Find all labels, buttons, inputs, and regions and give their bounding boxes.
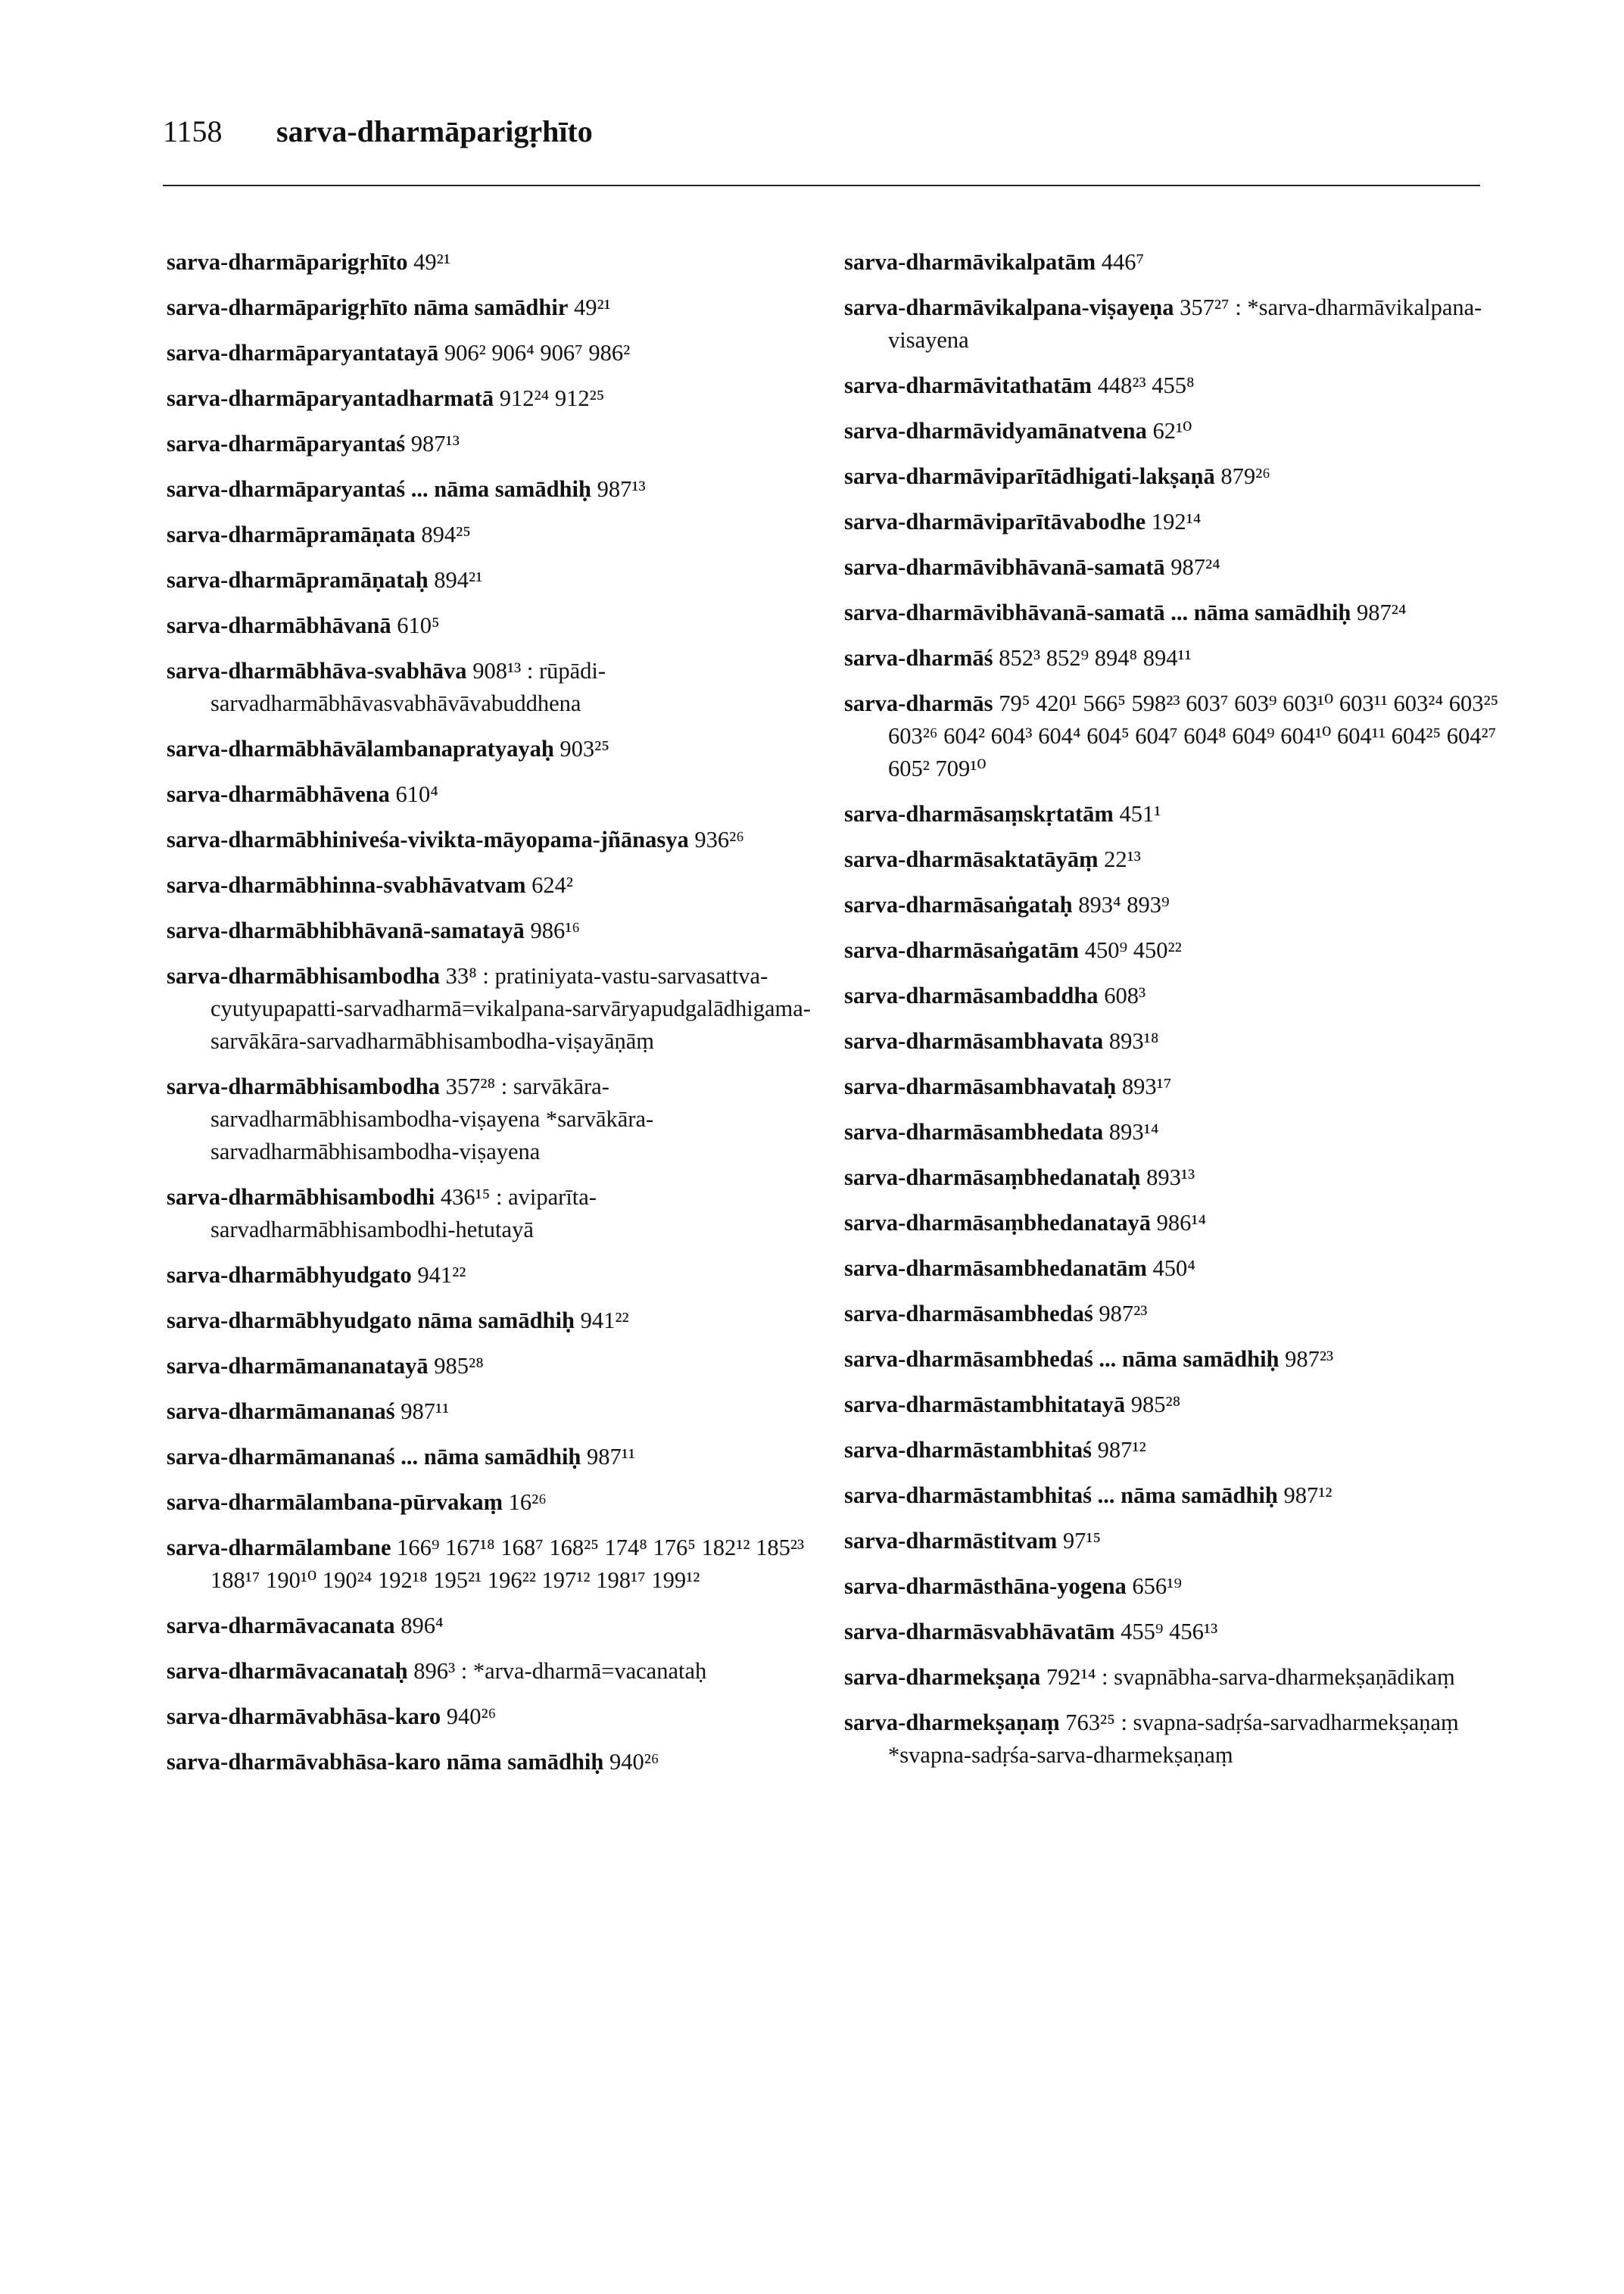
index-entry xyxy=(844,980,1510,1012)
index-entry xyxy=(167,1532,833,1597)
index-entry xyxy=(167,960,833,1058)
entry-refs: 192¹⁴ xyxy=(1151,509,1202,535)
index-entry xyxy=(167,1486,833,1519)
index-entry xyxy=(167,778,833,811)
index-entry xyxy=(844,1479,1510,1512)
entry-headword: sarva-dharmāsambaddha xyxy=(844,983,1099,1008)
index-entry xyxy=(844,1570,1510,1603)
index-entry xyxy=(167,1746,833,1778)
entry-refs: 448²³ 455⁸ xyxy=(1097,372,1195,398)
entry-headword: sarva-dharmāstambhitaś ... nāma samādhiḥ xyxy=(844,1482,1278,1508)
index-entry xyxy=(167,337,833,369)
entry-headword: sarva-dharmāsaṃbhedanataḥ xyxy=(844,1164,1141,1190)
entry-headword: sarva-dharmāstambhitaś xyxy=(844,1437,1093,1463)
index-entry xyxy=(167,915,833,947)
entry-headword: sarva-dharmekṣaṇa xyxy=(844,1664,1041,1690)
entry-headword: sarva-dharmābhyudgato nāma samādhiḥ xyxy=(167,1308,575,1333)
entry-headword: sarva-dharmekṣaṇaṃ xyxy=(844,1710,1060,1735)
index-entry xyxy=(167,1071,833,1168)
entry-refs: 987¹² xyxy=(1283,1482,1333,1508)
entry-headword: sarva-dharmābhisambodhi xyxy=(167,1184,435,1210)
right-column xyxy=(844,246,1510,1784)
entry-headword: sarva-dharmālambana-pūrvakaṃ xyxy=(167,1489,503,1515)
entry-refs: 987²⁴ xyxy=(1357,600,1407,625)
index-entry xyxy=(167,246,833,279)
entry-refs: 906² 906⁴ 906⁷ 986² xyxy=(444,340,631,366)
index-entry xyxy=(844,1434,1510,1466)
entry-refs: 22¹³ xyxy=(1104,846,1141,872)
entry-refs: 908¹³ xyxy=(472,658,522,684)
entry-refs: 450⁹ 450²² xyxy=(1084,937,1182,963)
entry-refs: 357²⁷ xyxy=(1180,295,1230,320)
index-entry xyxy=(844,1706,1510,1772)
entry-headword: sarva-dharmāsaṅgatām xyxy=(844,937,1080,963)
entry-refs: 610⁴ xyxy=(395,781,438,807)
entry-headword: sarva-dharmālambane xyxy=(167,1535,391,1560)
entry-headword: sarva-dharmāpramāṇata xyxy=(167,522,416,547)
entry-headword: sarva-dharmābhisambodha xyxy=(167,1074,440,1099)
entry-headword: sarva-dharmāparyantaś xyxy=(167,431,406,457)
index-entry xyxy=(844,1343,1510,1376)
entry-refs: 986¹⁶ xyxy=(530,918,580,943)
entry-headword: sarva-dharmāsaṃbhedanatayā xyxy=(844,1210,1152,1236)
entry-headword: sarva-dharmābhyudgato xyxy=(167,1262,412,1288)
entry-refs: 936²⁶ xyxy=(694,827,744,852)
index-entry xyxy=(844,1252,1510,1285)
entry-refs: 987¹¹ xyxy=(401,1398,450,1424)
entry-headword: sarva-dharmābhisambodha xyxy=(167,963,440,989)
entry-headword: sarva-dharmāvabhāsa-karo xyxy=(167,1703,441,1729)
entry-refs: 763²⁵ xyxy=(1065,1710,1115,1735)
entry-headword: sarva-dharmāsambhedaś ... nāma samādhiḥ xyxy=(844,1346,1280,1372)
entry-headword: sarva-dharmāmananaś ... nāma samādhiḥ xyxy=(167,1444,581,1470)
entry-refs: 985²⁸ xyxy=(434,1353,484,1379)
entry-refs: 987²³ xyxy=(1285,1346,1334,1372)
index-entry xyxy=(167,1304,833,1337)
entry-refs: 792¹⁴ xyxy=(1046,1664,1096,1690)
entry-headword: sarva-dharmāsaktatāyāṃ xyxy=(844,846,1099,872)
entry-refs: 49²¹ xyxy=(413,249,450,275)
entry-headword: sarva-dharmābhāva-svabhāva xyxy=(167,658,467,684)
index-entry xyxy=(167,1181,833,1246)
entry-headword: sarva-dharmās xyxy=(844,690,993,716)
entry-headword: sarva-dharmāvibhāvanā-samatā ... nāma samādhiḥ xyxy=(844,600,1351,625)
index-entry xyxy=(167,1259,833,1292)
entry-headword: sarva-dharmāstitvam xyxy=(844,1528,1058,1554)
entry-headword: sarva-dharmāmananaś xyxy=(167,1398,395,1424)
entry-headword: sarva-dharmāsaṅgataḥ xyxy=(844,892,1073,918)
index-entry xyxy=(844,291,1510,357)
entry-refs: 16²⁶ xyxy=(508,1489,547,1515)
index-entry xyxy=(167,655,833,720)
entry-headword: sarva-dharmāviparītādhigati-lakṣaṇā xyxy=(844,463,1215,489)
entry-refs: 987¹¹ xyxy=(587,1444,636,1470)
index-entry xyxy=(844,551,1510,584)
entry-headword: sarva-dharmābhiniveśa-vivikta-māyopama-jñānasya xyxy=(167,827,689,852)
entry-refs: 33⁸ xyxy=(445,963,477,989)
entry-refs: 893⁴ 893⁹ xyxy=(1078,892,1170,918)
index-entry xyxy=(844,1661,1510,1694)
index-entry xyxy=(844,1025,1510,1058)
index-entry xyxy=(844,369,1510,402)
entry-refs: 987¹³ xyxy=(597,476,646,502)
index-entry xyxy=(167,1700,833,1733)
entry-refs: 941²² xyxy=(580,1308,629,1333)
index-entry xyxy=(167,609,833,642)
entry-headword: sarva-dharmāvacanata xyxy=(167,1613,395,1638)
index-entry xyxy=(844,1161,1510,1194)
entry-headword: sarva-dharmāstambhitatayā xyxy=(844,1392,1126,1417)
entry-headword: sarva-dharmābhāvena xyxy=(167,781,390,807)
entry-headword: sarva-dharmāparyantadharmatā xyxy=(167,385,494,411)
entry-refs: 166⁹ 167¹⁸ 168⁷ 168²⁵ 174⁸ 176⁵ 182¹² 185²³ 188¹⁷ 190¹⁰ 190²⁴ 192¹⁸ 195²¹ 196²² 197¹² 198¹⁷ 199¹² xyxy=(210,1535,805,1593)
entry-headword: sarva-dharmābhāvanā xyxy=(167,612,391,638)
entry-refs: 436¹⁵ xyxy=(440,1184,491,1210)
index-entry xyxy=(167,428,833,460)
entry-refs: 985²⁸ xyxy=(1130,1392,1181,1417)
entry-headword: sarva-dharmāvacanataḥ xyxy=(167,1658,408,1684)
index-entry xyxy=(844,415,1510,447)
index-entry xyxy=(844,597,1510,629)
running-title: sarva-dharmāparigṛhīto xyxy=(276,114,593,148)
entry-headword: sarva-dharmāsambhedaś xyxy=(844,1301,1093,1326)
entry-headword: sarva-dharmāsthāna-yogena xyxy=(844,1573,1127,1599)
index-entry xyxy=(844,1071,1510,1103)
index-entry xyxy=(844,246,1510,279)
entry-headword: sarva-dharmāparigṛhīto xyxy=(167,249,408,275)
entry-refs: 49²¹ xyxy=(574,295,611,320)
entry-refs: 624² xyxy=(531,872,574,898)
entry-refs: 987²³ xyxy=(1099,1301,1148,1326)
index-entry xyxy=(844,1207,1510,1239)
entry-headword: sarva-dharmāmananatayā xyxy=(167,1353,429,1379)
index-entry xyxy=(844,687,1510,785)
entry-refs: 357²⁸ xyxy=(445,1074,496,1099)
entry-headword: sarva-dharmāsambhedata xyxy=(844,1119,1104,1145)
index-entry xyxy=(167,519,833,551)
entry-refs: 451¹ xyxy=(1119,801,1161,827)
entry-gloss: : sarvākāra-sarvadharmābhisambodha-viṣayena *sarvākāra-sarvadharmābhisambodha-viṣayena xyxy=(210,1074,654,1164)
index-entry xyxy=(167,733,833,765)
index-entry xyxy=(844,460,1510,493)
entry-refs: 896⁴ xyxy=(401,1613,444,1638)
entry-headword: sarva-dharmāparyantatayā xyxy=(167,340,439,366)
entry-refs: 987²⁴ xyxy=(1170,554,1220,580)
index-entry xyxy=(167,473,833,506)
entry-refs: 912²⁴ 912²⁵ xyxy=(499,385,605,411)
entry-gloss: : *arva-dharmā=vacanataḥ xyxy=(460,1658,707,1684)
index-entry xyxy=(167,1350,833,1382)
entry-headword: sarva-dharmāś xyxy=(844,645,993,671)
entry-refs: 894²⁵ xyxy=(421,522,471,547)
entry-refs: 450⁴ xyxy=(1152,1255,1195,1281)
index-entry xyxy=(167,869,833,902)
entry-refs: 940²⁶ xyxy=(609,1749,659,1775)
entry-gloss: : svapnābha-sarva-dharmekṣaṇādikaṃ xyxy=(1102,1664,1455,1690)
index-entry xyxy=(167,291,833,324)
left-column xyxy=(167,246,833,1791)
entry-gloss: : aviparīta-sarvadharmābhisambodhi-hetutayā xyxy=(210,1184,597,1242)
page-number: 1158 xyxy=(163,114,223,148)
entry-refs: 656¹⁹ xyxy=(1132,1573,1182,1599)
index-entry xyxy=(844,506,1510,538)
entry-headword: sarva-dharmābhāvālambanapratyayaḥ xyxy=(167,736,554,762)
entry-headword: sarva-dharmāvabhāsa-karo nāma samādhiḥ xyxy=(167,1749,604,1775)
index-entry xyxy=(844,1616,1510,1648)
entry-headword: sarva-dharmāvikalpana-viṣayeṇa xyxy=(844,295,1174,320)
index-entry xyxy=(844,642,1510,675)
entry-refs: 941²² xyxy=(417,1262,466,1288)
entry-refs: 455⁹ 456¹³ xyxy=(1121,1619,1218,1644)
entry-refs: 446⁷ xyxy=(1101,249,1145,275)
entry-refs: 903²⁵ xyxy=(560,736,609,762)
entry-headword: sarva-dharmāsambhavataḥ xyxy=(844,1074,1117,1099)
index-entry xyxy=(844,889,1510,921)
index-entry xyxy=(844,1525,1510,1557)
entry-refs: 62¹⁰ xyxy=(1152,418,1192,444)
index-entry xyxy=(167,1395,833,1428)
entry-headword: sarva-dharmāsvabhāvatām xyxy=(844,1619,1115,1644)
entry-headword: sarva-dharmāparigṛhīto nāma samādhir xyxy=(167,295,569,320)
index-entry xyxy=(844,798,1510,831)
entry-headword: sarva-dharmāvitathatām xyxy=(844,372,1092,398)
entry-refs: 987¹³ xyxy=(410,431,460,457)
entry-gloss: : *sarva-dharmāvikalpana-visayena xyxy=(888,295,1482,353)
entry-refs: 986¹⁴ xyxy=(1156,1210,1207,1236)
entry-gloss: : svapna-sadṛśa-sarvadharmekṣaṇaṃ *svapna-sadṛśa-sarva-dharmekṣaṇaṃ xyxy=(888,1710,1459,1768)
entry-headword: sarva-dharmāsambhedanatām xyxy=(844,1255,1147,1281)
entry-refs: 879²⁶ xyxy=(1220,463,1270,489)
entry-refs: 97¹⁵ xyxy=(1062,1528,1102,1554)
index-entry xyxy=(844,1298,1510,1330)
entry-refs: 893¹⁸ xyxy=(1108,1028,1159,1054)
entry-refs: 608³ xyxy=(1104,983,1146,1008)
entry-headword: sarva-dharmāsaṃskṛtatām xyxy=(844,801,1114,827)
entry-headword: sarva-dharmāparyantaś ... nāma samādhiḥ xyxy=(167,476,591,502)
index-entry xyxy=(167,1655,833,1688)
entry-headword: sarva-dharmāvikalpatām xyxy=(844,249,1096,275)
entry-refs: 896³ xyxy=(413,1658,456,1684)
index-entry xyxy=(167,382,833,415)
entry-gloss: : rūpādi-sarvadharmābhāvasvabhāvāvabuddhena xyxy=(210,658,606,716)
entry-headword: sarva-dharmāpramāṇataḥ xyxy=(167,567,429,593)
index-entry xyxy=(844,1116,1510,1149)
index-entry xyxy=(844,1389,1510,1421)
entry-refs: 987¹² xyxy=(1097,1437,1146,1463)
entry-refs: 940²⁶ xyxy=(446,1703,497,1729)
entry-headword: sarva-dharmāvidyamānatvena xyxy=(844,418,1147,444)
entry-refs: 894²¹ xyxy=(434,567,483,593)
index-entry xyxy=(167,1610,833,1642)
entry-refs: 893¹⁷ xyxy=(1121,1074,1172,1099)
entry-headword: sarva-dharmāvibhāvanā-samatā xyxy=(844,554,1165,580)
entry-headword: sarva-dharmāviparītāvabodhe xyxy=(844,509,1146,535)
header-rule xyxy=(163,185,1480,186)
entry-headword: sarva-dharmābhinna-svabhāvatvam xyxy=(167,872,526,898)
entry-headword: sarva-dharmāsambhavata xyxy=(844,1028,1104,1054)
index-entry xyxy=(167,1441,833,1473)
entry-refs: 893¹³ xyxy=(1146,1164,1195,1190)
entry-headword: sarva-dharmābhibhāvanā-samatayā xyxy=(167,918,525,943)
index-entry xyxy=(167,564,833,597)
entry-gloss: : pratiniyata-vastu-sarvasattva-cyutyupapatti-sarvadharmā=vikalpana-sarvāryapudgalādhigama-sarvākāra-sarvadharmābhisambodha-viṣayāṇāṃ xyxy=(210,963,811,1054)
page-header xyxy=(163,114,1480,159)
entry-refs: 893¹⁴ xyxy=(1108,1119,1159,1145)
entry-refs: 610⁵ xyxy=(397,612,440,638)
entry-refs: 852³ 852⁹ 894⁸ 894¹¹ xyxy=(999,645,1192,671)
index-entry xyxy=(167,824,833,856)
index-entry xyxy=(844,843,1510,876)
entry-refs: 79⁵ 420¹ 566⁵ 598²³ 603⁷ 603⁹ 603¹⁰ 603¹¹ 603²⁴ 603²⁵ 603²⁶ 604² 604³ 604⁴ 604⁵ 604⁷ 604⁸ 604⁹ 604¹⁰ 604¹¹ 604²⁵ 604²⁷ 605² 709¹⁰ xyxy=(888,690,1499,781)
index-entry xyxy=(844,934,1510,967)
